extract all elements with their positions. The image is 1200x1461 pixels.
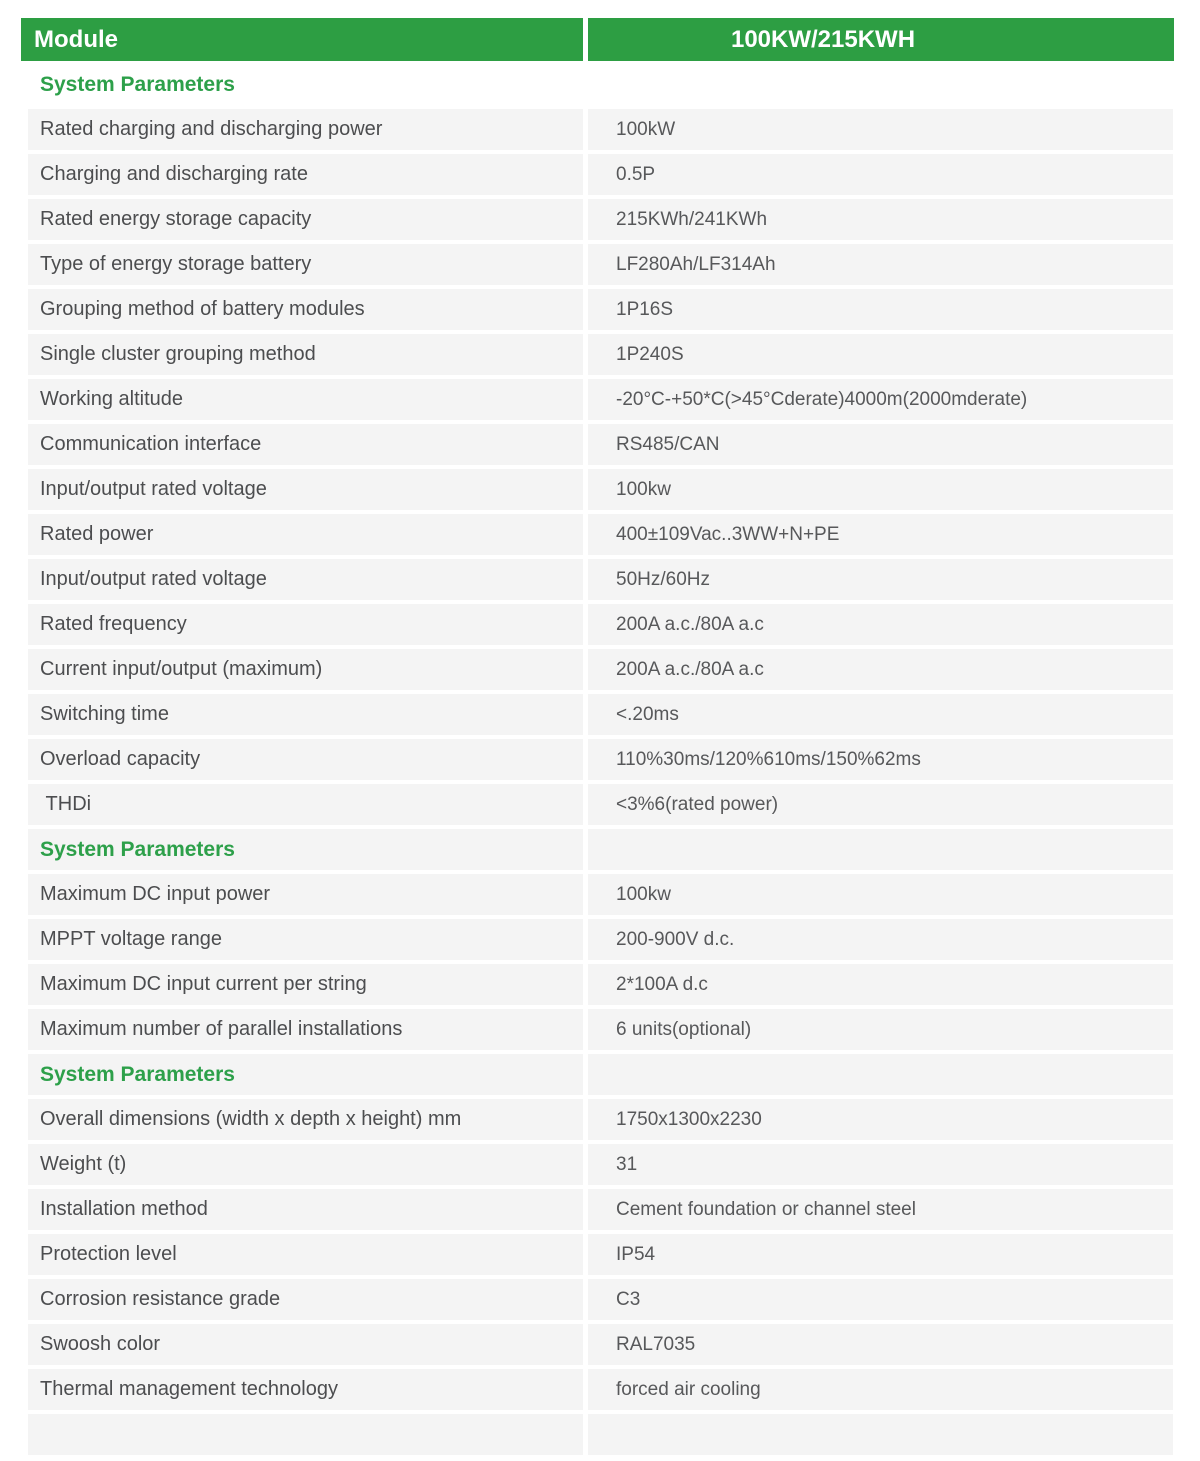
table-row — [28, 694, 1173, 735]
section-spacer — [588, 829, 1173, 870]
spec-value: 215KWh/241KWh — [588, 199, 1173, 240]
table-row — [28, 1189, 1173, 1230]
spec-value: 400±109Vac..3WW+N+PE — [588, 514, 1173, 555]
section-row — [28, 64, 1173, 105]
spec-label: Installation method — [28, 1189, 583, 1230]
spec-label: Switching time — [28, 694, 583, 735]
spec-label: Input/output rated voltage — [28, 559, 583, 600]
table-row — [28, 1234, 1173, 1275]
spec-value: 2*100A d.c — [588, 964, 1173, 1005]
section-spacer — [588, 64, 1173, 105]
spec-value: LF280Ah/LF314Ah — [588, 244, 1173, 285]
spec-value: 100kw — [588, 469, 1173, 510]
table-row — [28, 649, 1173, 690]
table-row — [28, 1144, 1173, 1185]
section-title: System Parameters — [28, 1054, 583, 1095]
spec-value: 1750x1300x2230 — [588, 1099, 1173, 1140]
section-title: System Parameters — [28, 829, 583, 870]
spec-value: -20°C-+50*C(>45°Cderate)4000m(2000mderate) — [588, 379, 1173, 420]
spec-value: C3 — [588, 1279, 1173, 1320]
table-row — [28, 379, 1173, 420]
table-row — [28, 1279, 1173, 1320]
spec-label: Rated energy storage capacity — [28, 199, 583, 240]
table-row — [28, 874, 1173, 915]
table-row — [28, 514, 1173, 555]
spec-value: 200A a.c./80A a.c — [588, 604, 1173, 645]
empty-cell — [588, 1414, 1173, 1455]
table-header-module: Module — [21, 18, 583, 61]
spec-label: Overload capacity — [28, 739, 583, 780]
spec-label: THDi — [28, 784, 583, 825]
table-row — [28, 1324, 1173, 1365]
spec-label: Protection level — [28, 1234, 583, 1275]
table-row — [28, 1009, 1173, 1050]
section-title: System Parameters — [40, 72, 235, 96]
table-row — [28, 559, 1173, 600]
spec-label: Thermal management technology — [28, 1369, 583, 1410]
spec-value: 6 units(optional) — [588, 1009, 1173, 1050]
table-row — [28, 424, 1173, 465]
spec-value: <3%6(rated power) — [588, 784, 1173, 825]
spec-value: 1P240S — [588, 334, 1173, 375]
table-row — [28, 244, 1173, 285]
spec-label: Corrosion resistance grade — [28, 1279, 583, 1320]
empty-cell — [28, 1414, 583, 1455]
spec-label: Swoosh color — [28, 1324, 583, 1365]
spec-value: 200-900V d.c. — [588, 919, 1173, 960]
spec-value: 200A a.c./80A a.c — [588, 649, 1173, 690]
spec-label: Type of energy storage battery — [28, 244, 583, 285]
spec-value: <.20ms — [588, 694, 1173, 735]
table-row — [28, 469, 1173, 510]
spec-label: Rated charging and discharging power — [28, 109, 583, 150]
table-header-row — [21, 18, 1174, 61]
spec-label: Current input/output (maximum) — [28, 649, 583, 690]
spec-value: forced air cooling — [588, 1369, 1173, 1410]
spec-value: RAL7035 — [588, 1324, 1173, 1365]
section-row — [28, 829, 1173, 870]
spec-label: Charging and discharging rate — [28, 154, 583, 195]
table-row — [28, 919, 1173, 960]
spec-value: 31 — [588, 1144, 1173, 1185]
spec-label: Overall dimensions (width x depth x height) mm — [28, 1099, 583, 1140]
table-row — [28, 964, 1173, 1005]
spec-label: Input/output rated voltage — [28, 469, 583, 510]
spec-label: Maximum DC input power — [28, 874, 583, 915]
spec-value: 100kw — [588, 874, 1173, 915]
table-row — [28, 109, 1173, 150]
spec-label: Weight (t) — [28, 1144, 583, 1185]
spec-label: Working altitude — [28, 379, 583, 420]
section-spacer — [588, 1054, 1173, 1095]
table-row — [28, 334, 1173, 375]
spec-value: 100kW — [588, 109, 1173, 150]
table-header-model: 100KW/215KWH — [588, 18, 1174, 61]
spec-label: Single cluster grouping method — [28, 334, 583, 375]
table-row — [28, 289, 1173, 330]
spec-label: Rated frequency — [28, 604, 583, 645]
spec-value: RS485/CAN — [588, 424, 1173, 465]
spec-value: Cement foundation or channel steel — [588, 1189, 1173, 1230]
spec-label: Maximum number of parallel installations — [28, 1009, 583, 1050]
table-row — [28, 604, 1173, 645]
spec-label: Grouping method of battery modules — [28, 289, 583, 330]
table-row — [28, 739, 1173, 780]
spec-value: 50Hz/60Hz — [588, 559, 1173, 600]
table-row — [28, 199, 1173, 240]
spec-table-rows — [28, 64, 1173, 1455]
spec-label: Maximum DC input current per string — [28, 964, 583, 1005]
spec-value: 1P16S — [588, 289, 1173, 330]
spec-value: 0.5P — [588, 154, 1173, 195]
spec-label: Communication interface — [28, 424, 583, 465]
empty-row — [28, 1414, 1173, 1455]
spec-label: MPPT voltage range — [28, 919, 583, 960]
section-row — [28, 1054, 1173, 1095]
spec-value: 110%30ms/120%610ms/150%62ms — [588, 739, 1173, 780]
spec-label: Rated power — [28, 514, 583, 555]
table-row — [28, 154, 1173, 195]
table-row — [28, 784, 1173, 825]
spec-value: IP54 — [588, 1234, 1173, 1275]
table-row — [28, 1369, 1173, 1410]
table-row — [28, 1099, 1173, 1140]
